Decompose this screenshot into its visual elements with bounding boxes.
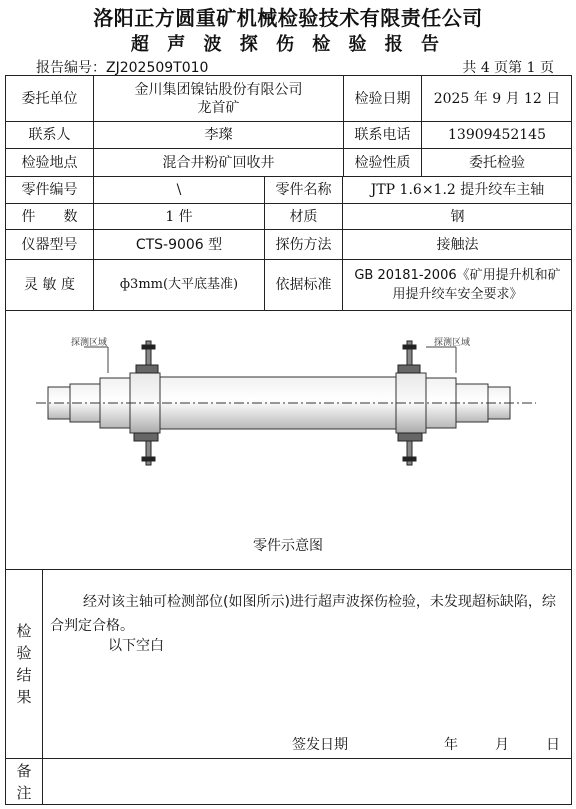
sensitivity-label: 灵 敏 度: [24, 277, 75, 293]
client-label: 委托单位: [21, 90, 78, 107]
figure-caption: 零件示意图: [253, 538, 323, 554]
remarks-label: [6, 759, 42, 804]
method-value: 接触法: [436, 236, 479, 253]
conclusion-label-char: 结: [16, 666, 32, 684]
issue-year: 年: [444, 737, 458, 753]
phone-label: 联系电话: [354, 127, 411, 143]
instrument-label: 仪器型号: [21, 236, 78, 253]
contact-label: 联系人: [28, 127, 71, 143]
zone-label-left: 探测区域: [71, 338, 108, 348]
sensitivity-value: ф3mm(大平底基准): [119, 277, 239, 292]
report-number-value: ZJ202509T010: [106, 60, 209, 76]
left-zone-marker: [84, 347, 108, 373]
blank-note: 以下空白: [108, 638, 164, 654]
client-value: [94, 76, 343, 121]
part-no-label: 零件编号: [21, 182, 78, 198]
issue-day: 日: [546, 737, 560, 753]
remarks-label-char: 备: [16, 761, 32, 780]
page-count: 共 4 页第 1 页: [462, 60, 554, 76]
standard-line-1: GB 20181-2006《矿用提升机和矿: [354, 268, 561, 283]
report-title: 超 声 波 探 伤 检 验 报 告: [130, 34, 446, 55]
company-name: 洛阳正方圆重矿机械检验技术有限责任公司: [93, 6, 483, 30]
conclusion-label-char: 验: [16, 644, 32, 662]
standard-line-2: 用提升绞车安全要求》: [392, 287, 523, 302]
quantity-label: 件 数: [21, 208, 78, 225]
remarks-value: [43, 759, 571, 804]
nature-value: 委托检验: [469, 154, 525, 171]
contact-value: 李璨: [204, 127, 233, 143]
conclusion-label-char: 果: [16, 688, 32, 706]
report-number: [36, 57, 208, 77]
material-value: 钢: [450, 208, 465, 225]
issue-date-label: 签发日期: [292, 737, 348, 753]
nature-label: 检验性质: [354, 154, 411, 171]
material-label: 材质: [289, 208, 318, 225]
table-rule: [5, 569, 572, 570]
conclusion-text: 经对该主轴可检测部位(如图所示)进行超声波探伤检验，未发现超标缺陷，综合判定合格。: [50, 594, 556, 634]
part-name-value: JTP 1.6×1.2 提升绞车主轴: [370, 182, 545, 198]
zone-label-right: 探测区域: [434, 338, 471, 348]
date-value: 2025 年 9 月 12 日: [433, 90, 561, 107]
client-line-2: 龙首矿: [197, 99, 240, 116]
shaft-diagram: [6, 311, 572, 569]
standard-value: [343, 260, 572, 310]
quantity-value: 1 件: [165, 208, 193, 225]
date-label: 检验日期: [354, 90, 411, 107]
client-line-1: 金川集团镍钴股份有限公司: [134, 81, 303, 98]
issue-month: 月: [495, 737, 509, 753]
part-no-value: \: [176, 182, 182, 198]
report-number-label: 报告编号：: [36, 60, 106, 76]
location-value: 混合井粉矿回收井: [162, 154, 275, 171]
location-label: 检验地点: [21, 154, 78, 171]
method-label: 探伤方法: [275, 236, 332, 253]
remarks-label-char: 注: [16, 783, 32, 802]
phone-value: 13909452145: [448, 127, 546, 143]
conclusion-label: [6, 570, 42, 758]
part-name-label: 零件名称: [275, 182, 332, 198]
right-zone-marker: [426, 347, 456, 373]
instrument-value: CTS-9006 型: [135, 236, 223, 253]
conclusion-label-char: 检: [16, 622, 32, 640]
standard-label: 依据标准: [275, 277, 332, 293]
